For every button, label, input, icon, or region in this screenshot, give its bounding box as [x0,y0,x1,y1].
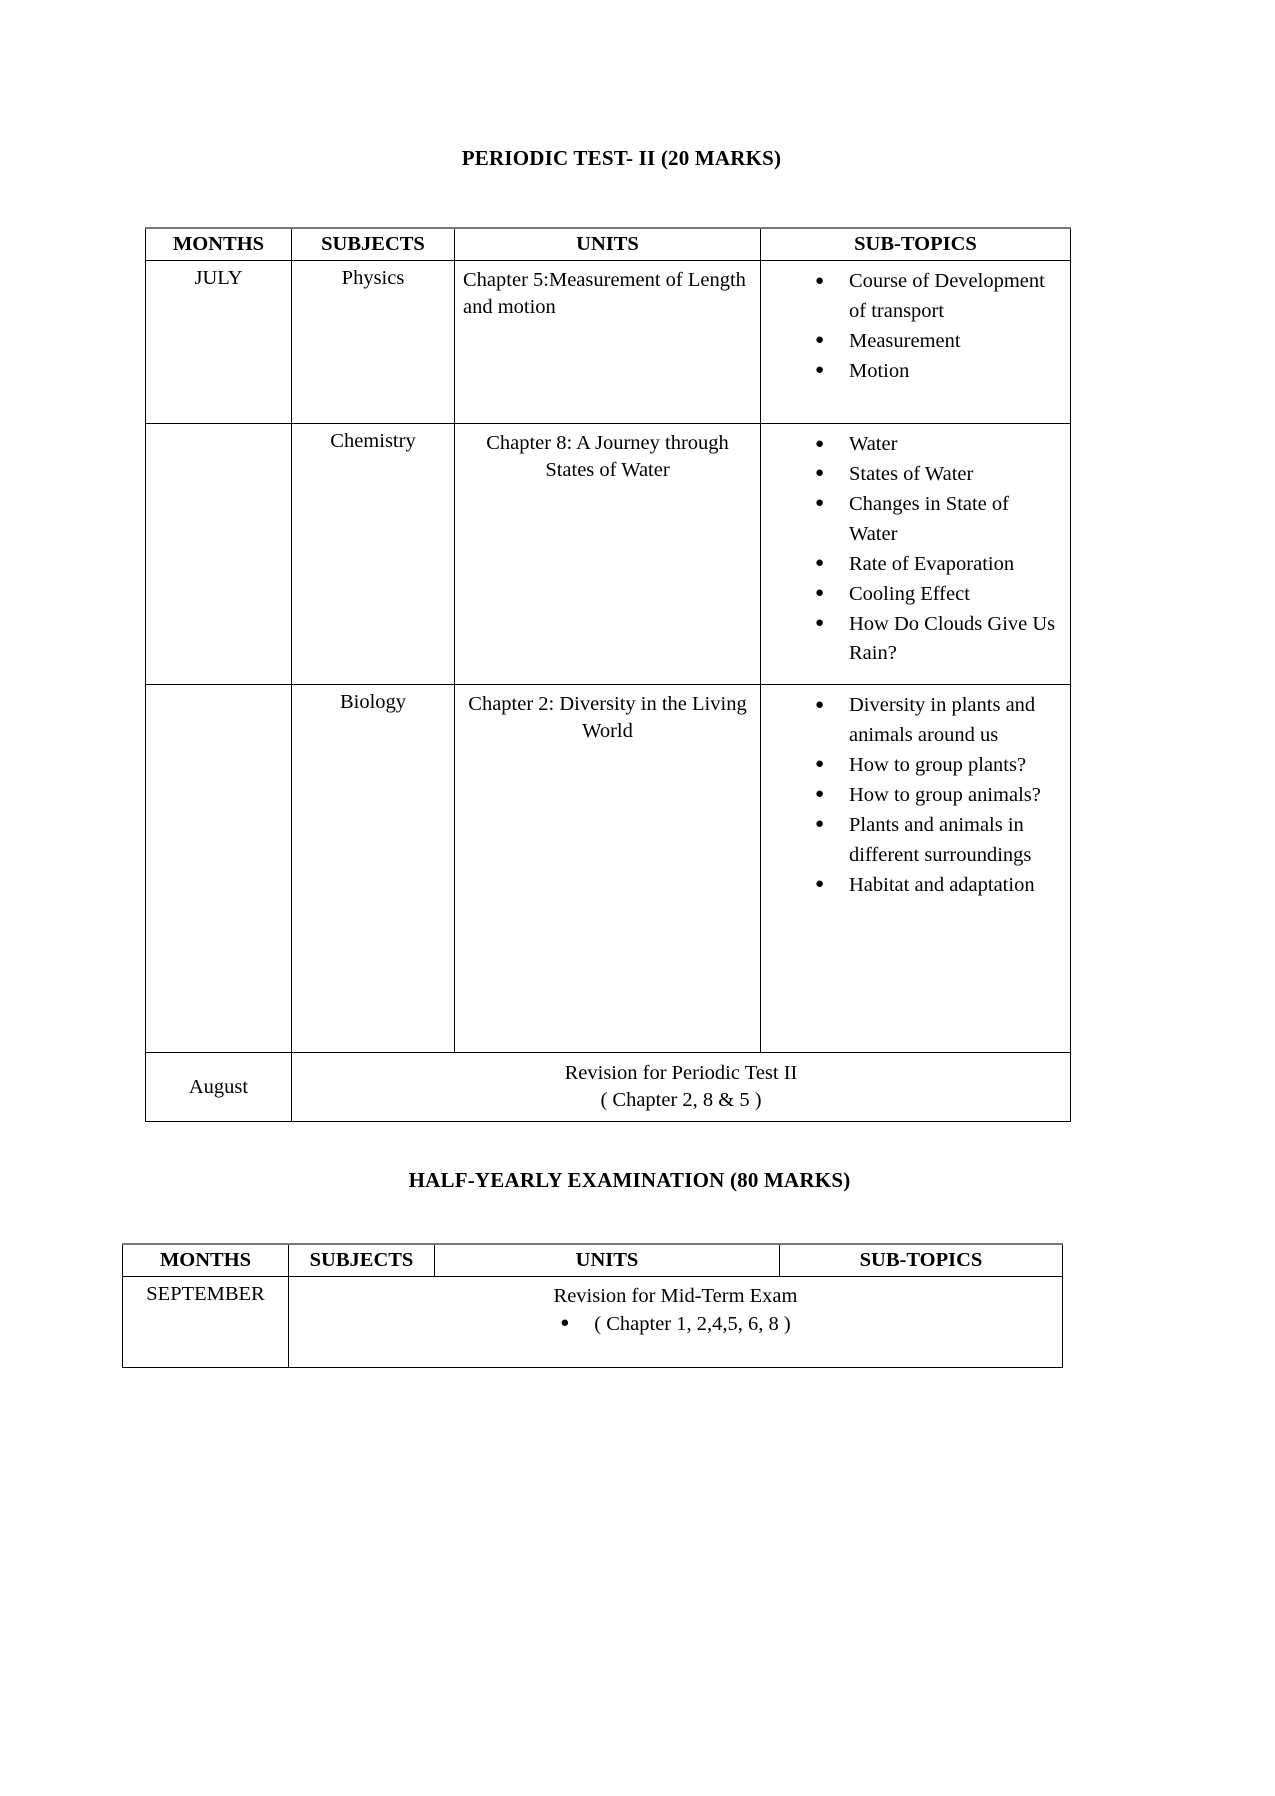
cell-month [146,685,292,1053]
cell-month: August [146,1053,292,1122]
revision-line-2: ( Chapter 2, 8 & 5 ) [600,1089,762,1111]
table-header-row [146,228,1071,261]
cell-revision [292,1053,1071,1122]
revision-chapter-list [297,1310,1054,1340]
cell-subject: Chemistry [292,424,455,685]
subtopic-list [769,691,1062,900]
column-header-units: UNITS [455,228,761,261]
cell-month: JULY [146,261,292,424]
table-row [146,685,1071,1053]
list-item: ● Measurement [815,327,1062,357]
column-header-subtopics: SUB-TOPICS [761,228,1071,261]
periodic-test-table [145,227,1071,1122]
half-yearly-table [122,1243,1063,1368]
cell-unit [455,685,761,1053]
list-item: ● Diversity in plants and animals around us [815,691,1062,751]
subtopic-list [769,430,1062,669]
list-item: ● Rate of Evaporation [815,550,1062,580]
cell-subtopics [761,424,1071,685]
revision-line-1: Revision for Mid-Term Exam [553,1285,798,1307]
unit-text: Chapter 2: Diversity in the Living World [468,693,747,742]
list-item: ● How to group plants? [815,751,1062,781]
column-header-months: MONTHS [146,228,292,261]
cell-subtopics [761,685,1071,1053]
table-row [146,261,1071,424]
column-header-subtopics: SUB-TOPICS [780,1244,1063,1277]
list-item: ● Cooling Effect [815,580,1062,610]
periodic-test-title: PERIODIC TEST- II (20 MARKS) [461,146,782,170]
column-header-units: UNITS [435,1244,780,1277]
column-header-months: MONTHS [123,1244,289,1277]
table-row-revision [123,1277,1063,1368]
list-item: ● Plants and animals in different surroundings [815,811,1062,871]
cell-unit [455,261,761,424]
table-row [146,424,1071,685]
list-item: ● ( Chapter 1, 2,4,5, 6, 8 ) [560,1310,790,1340]
column-header-subjects: SUBJECTS [289,1244,435,1277]
unit-text: Chapter 8: A Journey through States of Water [486,432,729,481]
list-item: ● Course of Development of transport [815,267,1062,327]
list-item: ● States of Water [815,460,1062,490]
list-item: ● Water [815,430,1062,460]
cell-revision [289,1277,1063,1368]
table-header-row [123,1244,1063,1277]
cell-subject: Physics [292,261,455,424]
revision-line-1: Revision for Periodic Test II [564,1062,798,1085]
list-item: ● How Do Clouds Give Us Rain? [815,610,1062,670]
list-item: ● Habitat and adaptation [815,871,1062,901]
half-yearly-title: HALF-YEARLY EXAMINATION (80 MARKS) [408,1168,851,1192]
cell-month [146,424,292,685]
cell-subject: Biology [292,685,455,1053]
column-header-subjects: SUBJECTS [292,228,455,261]
cell-month: SEPTEMBER [123,1277,289,1368]
list-item: ● How to group animals? [815,781,1062,811]
cell-unit [455,424,761,685]
list-item: ● Motion [815,357,1062,387]
cell-subtopics [761,261,1071,424]
document-page [0,146,1275,1796]
list-item: ● Changes in State of Water [815,490,1062,550]
table-row-revision [146,1053,1071,1122]
subtopic-list [769,267,1062,387]
unit-text: Chapter 5:Measurement of Length and motion [463,269,746,318]
